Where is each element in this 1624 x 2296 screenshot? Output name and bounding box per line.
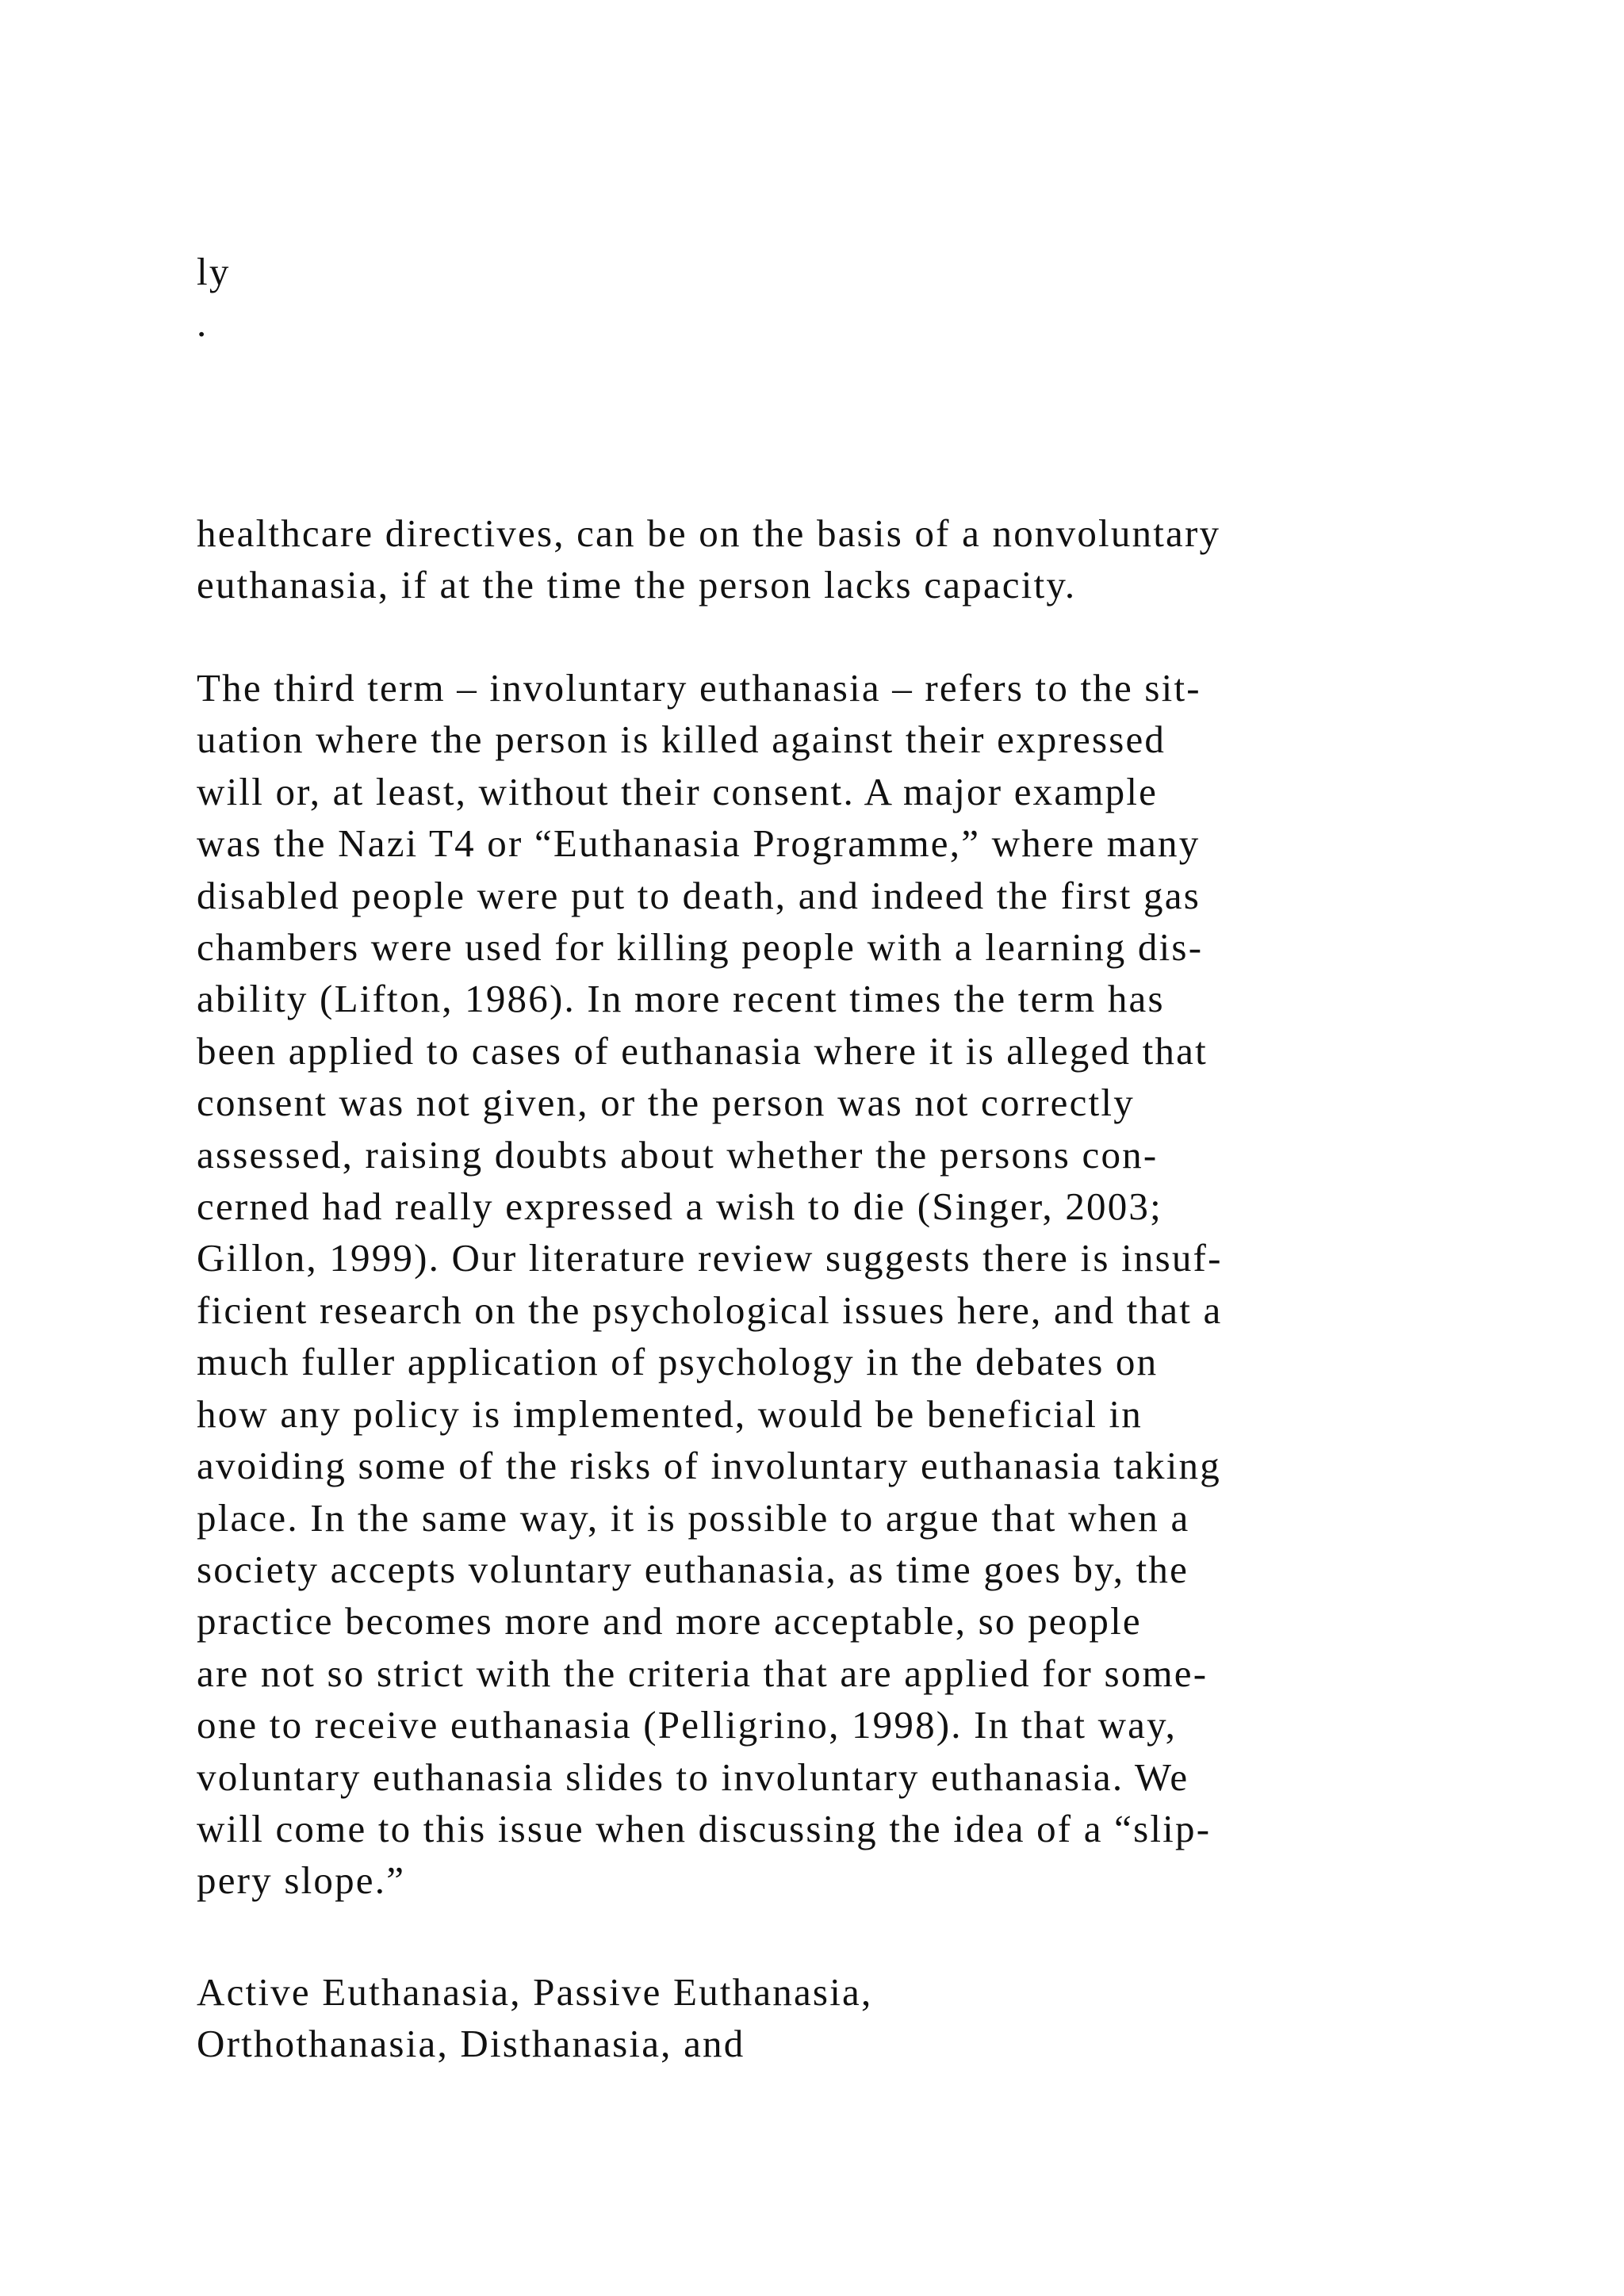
text-line: pery slope.” <box>197 1858 406 1903</box>
text-line: chambers were used for killing people with a learning dis- <box>197 925 1204 970</box>
section-heading-active-euthanasia <box>197 1966 1561 2070</box>
heading-line: Active Euthanasia, Passive Euthanasia, <box>197 1970 873 2014</box>
paragraph-directives <box>197 507 1561 611</box>
text-line: . <box>197 301 209 346</box>
text-line: society accepts voluntary euthanasia, as time goes by, the <box>197 1547 1189 1591</box>
text-line: will or, at least, without their consent. A major example <box>197 769 1159 813</box>
text-line: euthanasia, if at the time the person lacks capacity. <box>197 563 1077 607</box>
text-line: was the Nazi T4 or “Euthanasia Programme,” where many <box>197 821 1201 866</box>
text-line: The third term – involuntary euthanasia – refers to the sit- <box>197 666 1201 710</box>
text-line: ly <box>197 250 231 293</box>
text-line: disabled people were put to death, and indeed the first gas <box>197 873 1201 917</box>
text-line: assessed, raising doubts about whether the persons con- <box>197 1132 1159 1177</box>
text-line: been applied to cases of euthanasia where it is alleged that <box>197 1028 1208 1073</box>
text-line: Gillon, 1999). Our literature review suggests there is insuf- <box>197 1236 1223 1280</box>
text-line: voluntary euthanasia slides to involuntary euthanasia. We <box>197 1755 1189 1799</box>
text-line: one to receive euthanasia (Pelligrino, 1998). In that way, <box>197 1703 1178 1747</box>
text-line: place. In the same way, it is possible to argue that when a <box>197 1495 1190 1540</box>
text-line: ability (Lifton, 1986). In more recent times the term has <box>197 977 1165 1021</box>
heading-line: Orthothanasia, Disthanasia, and <box>197 2022 745 2066</box>
text-line: are not so strict with the criteria that are applied for some- <box>197 1651 1208 1695</box>
text-line: much fuller application of psychology in the debates on <box>197 1340 1159 1384</box>
text-fragment-top <box>197 246 1561 350</box>
text-line: consent was not given, or the person was not correctly <box>197 1081 1135 1125</box>
text-line: cerned had really expressed a wish to die (Singer, 2003; <box>197 1184 1162 1229</box>
text-line: healthcare directives, can be on the basis of a nonvoluntary <box>197 511 1221 555</box>
text-line: how any policy is implemented, would be beneficial in <box>197 1391 1143 1436</box>
text-line: practice becomes more and more acceptable, so people <box>197 1599 1142 1644</box>
text-line: uation where the person is killed against their expressed <box>197 718 1166 762</box>
paragraph-involuntary-euthanasia <box>197 662 1561 1907</box>
text-line: ficient research on the psychological issues here, and that a <box>197 1288 1223 1332</box>
text-line: avoiding some of the risks of involuntary euthanasia taking <box>197 1444 1221 1488</box>
text-line: will come to this issue when discussing the idea of a “slip- <box>197 1806 1212 1850</box>
